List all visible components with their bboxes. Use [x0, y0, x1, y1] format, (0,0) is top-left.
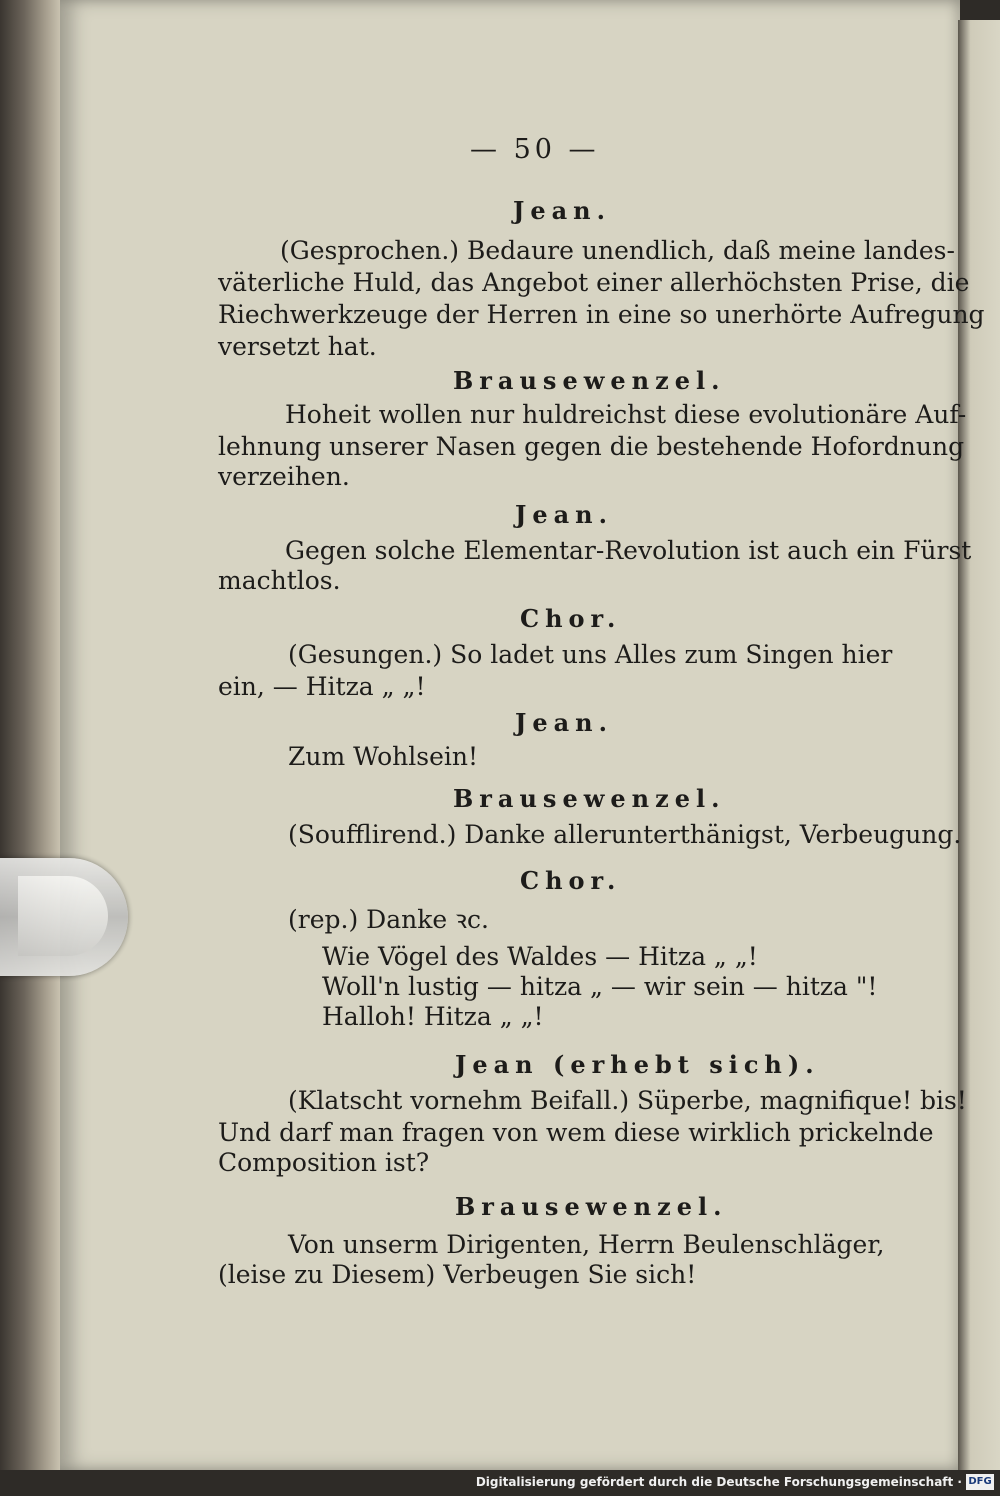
text-line: machtlos. — [218, 566, 341, 595]
speaker-jean-stage-direction: Jean (erhebt sich). — [455, 1050, 820, 1079]
text-line: (Gesungen.) So ladet uns Alles zum Singen hier — [288, 640, 893, 669]
text-line: Halloh! Hitza „ „! — [322, 1002, 544, 1031]
text-line: Hoheit wollen nur huldreichst diese evolutionäre Auf- — [285, 400, 967, 429]
text-line: Von unserm Dirigenten, Herrn Beulenschläger, — [288, 1230, 885, 1259]
digitization-credit: Digitalisierung gefördert durch die Deutsche Forschungsgemeinschaft · — [475, 1475, 962, 1489]
page-number: — 50 — — [470, 134, 600, 165]
text-line: (rep.) Danke ꝛc. — [288, 905, 489, 934]
text-line: väterliche Huld, das Angebot einer allerhöchsten Prise, die — [218, 268, 970, 297]
page-clip-highlight — [18, 876, 108, 956]
text-line: Und darf man fragen von wem diese wirklich prickelnde — [218, 1118, 934, 1147]
speaker-chor: Chor. — [520, 604, 622, 633]
text-line: Zum Wohlsein! — [288, 742, 479, 771]
text-line: (leise zu Diesem) Verbeugen Sie sich! — [218, 1260, 697, 1289]
speaker-jean: Jean. — [515, 500, 613, 529]
text-line: (Gesprochen.) Bedaure unendlich, daß meine landes- — [280, 236, 955, 265]
speaker-brausewenzel: Brausewenzel. — [455, 1192, 728, 1221]
book-binding-edge — [0, 0, 60, 1470]
dfg-logo: DFG — [966, 1474, 994, 1490]
speaker-chor: Chor. — [520, 866, 622, 895]
text-line: ein, — Hitza „ „! — [218, 672, 426, 701]
text-line: Wie Vögel des Waldes — Hitza „ „! — [322, 942, 758, 971]
next-page-edge — [958, 20, 1000, 1470]
speaker-jean: Jean. — [515, 708, 613, 737]
speaker-brausewenzel: Brausewenzel. — [453, 784, 726, 813]
text-line: lehnung unserer Nasen gegen die bestehende Hofordnung — [218, 432, 965, 461]
text-line: (Soufflirend.) Danke allerunterthänigst, Verbeugung. — [288, 820, 962, 849]
text-line: verzeihen. — [218, 462, 350, 491]
speaker-brausewenzel: Brausewenzel. — [453, 366, 726, 395]
text-line: Composition ist? — [218, 1148, 430, 1177]
text-line: (Klatscht vornehm Beifall.) Süperbe, magnifique! bis! — [288, 1086, 967, 1115]
text-line: Woll'n lustig — hitza „ — wir sein — hitza "! — [322, 972, 878, 1001]
page-clip — [0, 858, 128, 976]
text-line: versetzt hat. — [218, 332, 377, 361]
text-line: Riechwerkzeuge der Herren in eine so unerhörte Aufregung — [218, 300, 985, 329]
speaker-jean: Jean. — [513, 196, 611, 225]
text-line: Gegen solche Elementar-Revolution ist auch ein Fürst — [285, 536, 972, 565]
